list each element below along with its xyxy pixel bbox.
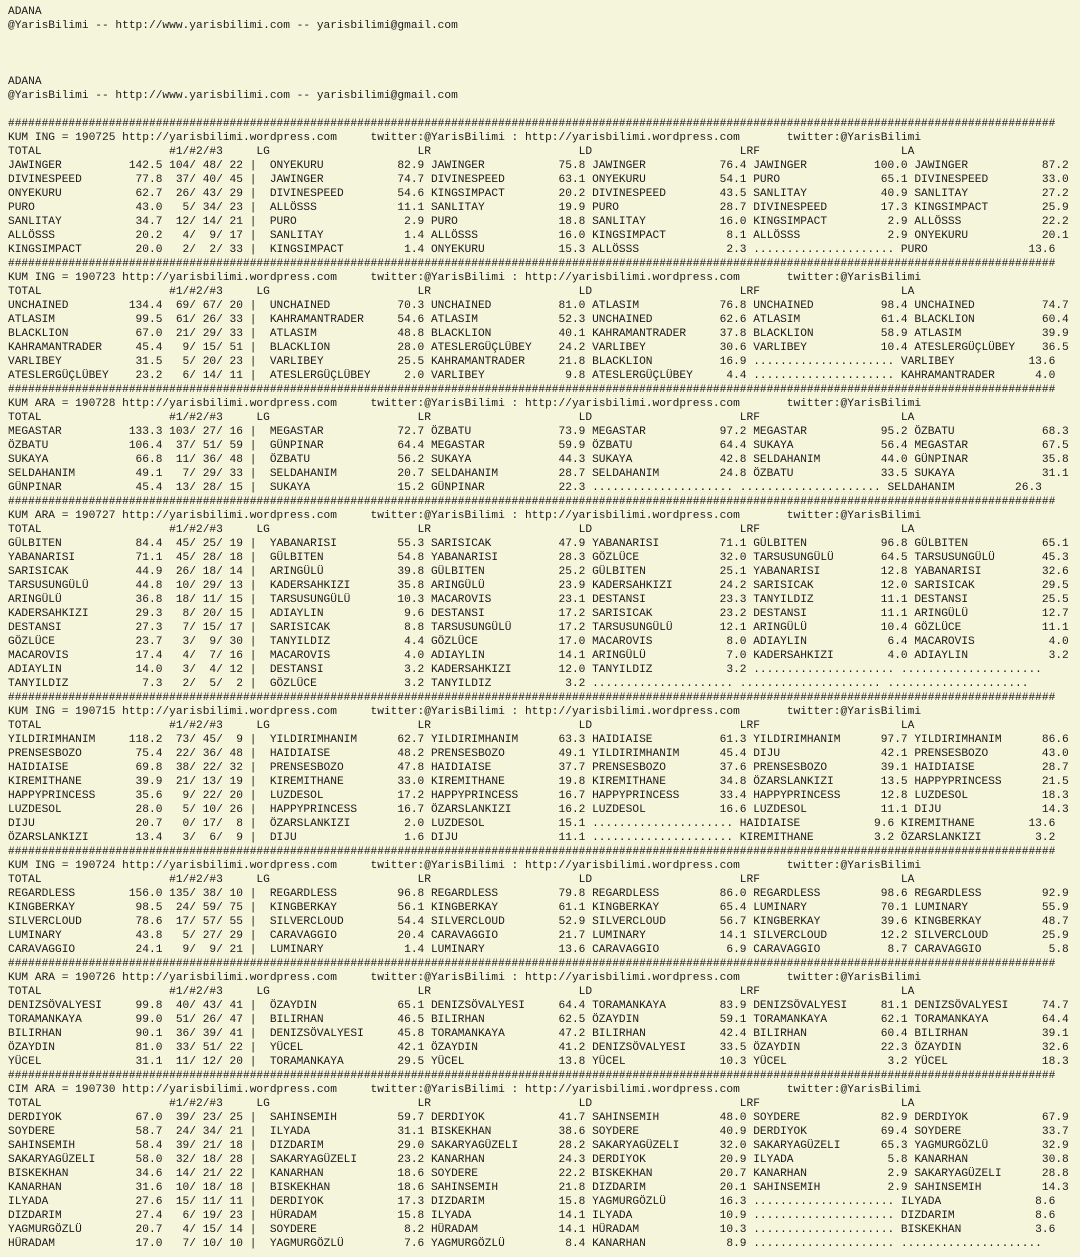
- horse-row: YAGMURGÖZLÜ 20.7 4/ 15/ 14 | SOYDERE 8.2 HÜRADAM 14.1 HÜRADAM 10.3 ..................... BISKEKHAN 3.6: [8, 1224, 1056, 1236]
- column-header-line: TOTAL #1/#2/#3 LG LR LD LRF LA: [8, 524, 915, 536]
- horse-row: DENIZSÖVALYESI 99.8 40/ 43/ 41 | ÖZAYDIN 65.1 DENIZSÖVALYESI 64.4 TORAMANKAYA 83.9 DENIZSÖVALYESI 81.1 DENIZSÖVALYESI 74.7: [8, 1000, 1069, 1012]
- horse-row: ÖZAYDIN 81.0 33/ 51/ 22 | YÜCEL 42.1 ÖZAYDIN 41.2 DENIZSÖVALYESI 33.5 ÖZAYDIN 22.3 ÖZAYDIN 32.6: [8, 1042, 1069, 1054]
- section-separator: ############################################################################################################################################################: [8, 958, 1056, 970]
- blank-line: [8, 103, 1069, 117]
- horse-row: BISKEKHAN 34.6 14/ 21/ 22 | KANARHAN 18.6 SOYDERE 22.2 BISKEKHAN 20.7 KANARHAN 2.9 SAKARYAGÜZELI 28.8: [8, 1168, 1069, 1180]
- horse-row: LUMINARY 43.8 5/ 27/ 29 | CARAVAGGIO 20.4 CARAVAGGIO 21.7 LUMINARY 14.1 SILVERCLOUD 12.2 SILVERCLOUD 25.9: [8, 930, 1069, 942]
- horse-row: SAHINSEMIH 58.4 39/ 21/ 18 | DIZDARIM 29.0 SAKARYAGÜZELI 28.2 SAKARYAGÜZELI 32.0 SAKARYAGÜZELI 65.3 YAGMURGÖZLÜ 32.9: [8, 1140, 1069, 1152]
- horse-row: JAWINGER 142.5 104/ 48/ 22 | ONYEKURU 82.9 JAWINGER 75.8 JAWINGER 76.4 JAWINGER 100.0 JAWINGER 87.2: [8, 160, 1069, 172]
- horse-row: TARSUSUNGÜLÜ 44.8 10/ 29/ 13 | KADERSAHKIZI 35.8 ARINGÜLÜ 23.9 KADERSAHKIZI 24.2 SARISICAK 12.0 SARISICAK 29.5: [8, 580, 1069, 592]
- horse-row: SAKARYAGÜZELI 58.0 32/ 18/ 28 | SAKARYAGÜZELI 23.2 KANARHAN 24.3 DERDIYOK 20.9 ILYADA 5.8 KANARHAN 30.8: [8, 1154, 1069, 1166]
- horse-row: REGARDLESS 156.0 135/ 38/ 10 | REGARDLESS 96.8 REGARDLESS 79.8 REGARDLESS 86.0 REGARDLESS 98.6 REGARDLESS 92.9: [8, 888, 1069, 900]
- horse-row: ONYEKURU 62.7 26/ 43/ 29 | DIVINESPEED 54.6 KINGSIMPACT 20.2 DIVINESPEED 43.5 SANLITAY 40.9 SANLITAY 27.2: [8, 188, 1069, 200]
- column-header-line: TOTAL #1/#2/#3 LG LR LD LRF LA: [8, 720, 915, 732]
- horse-row: SELDAHANIM 49.1 7/ 29/ 33 | SELDAHANIM 20.7 SELDAHANIM 28.7 SELDAHANIM 24.8 ÖZBATU 33.5 SUKAYA 31.1: [8, 468, 1069, 480]
- contact-line: @YarisBilimi -- http://www.yarisbilimi.com -- yarisbilimi@gmail.com: [8, 90, 458, 102]
- race-header-line: CIM ARA = 190730 http://yarisbilimi.wordpress.com twitter:@YarisBilimi : http://yarisbilimi.wordpress.com twitter:@YarisBilimi: [8, 1084, 922, 1096]
- race-header-line: KUM ING = 190724 http://yarisbilimi.wordpress.com twitter:@YarisBilimi : http://yarisbilimi.wordpress.com twitter:@YarisBilimi: [8, 860, 922, 872]
- horse-row: KANARHAN 31.6 10/ 18/ 18 | BISKEKHAN 18.6 SAHINSEMIH 21.8 DIZDARIM 20.1 SAHINSEMIH 2.9 SAHINSEMIH 14.3: [8, 1182, 1069, 1194]
- horse-row: ILYADA 27.6 15/ 11/ 11 | DERDIYOK 17.3 DIZDARIM 15.8 YAGMURGÖZLÜ 16.3 ..................... ILYADA 8.6: [8, 1196, 1056, 1208]
- section-separator: ############################################################################################################################################################: [8, 118, 1056, 130]
- horse-row: MEGASTAR 133.3 103/ 27/ 16 | MEGASTAR 72.7 ÖZBATU 73.9 MEGASTAR 97.2 MEGASTAR 95.2 ÖZBATU 68.3: [8, 426, 1069, 438]
- blank-line: [8, 47, 1069, 61]
- city-title: ADANA: [8, 76, 42, 88]
- section-separator: ############################################################################################################################################################: [8, 1070, 1056, 1082]
- column-header-line: TOTAL #1/#2/#3 LG LR LD LRF LA: [8, 412, 915, 424]
- race-header-line: KUM ING = 190723 http://yarisbilimi.wordpress.com twitter:@YarisBilimi : http://yarisbilimi.wordpress.com twitter:@YarisBilimi: [8, 272, 922, 284]
- race-header-line: KUM ARA = 190728 http://yarisbilimi.wordpress.com twitter:@YarisBilimi : http://yarisbilimi.wordpress.com twitter:@YarisBilimi: [8, 398, 922, 410]
- horse-row: SOYDERE 58.7 24/ 34/ 21 | ILYADA 31.1 BISKEKHAN 38.6 SOYDERE 40.9 DERDIYOK 69.4 SOYDERE 33.7: [8, 1126, 1069, 1138]
- horse-row: ATLASIM 99.5 61/ 26/ 33 | KAHRAMANTRADER 54.6 ATLASIM 52.3 UNCHAINED 62.6 ATLASIM 61.4 BLACKLION 60.4: [8, 314, 1069, 326]
- horse-row: ÖZARSLANKIZI 13.4 3/ 6/ 9 | DIJU 1.6 DIJU 11.1 ..................... KIREMITHANE 3.2 ÖZARSLANKIZI 3.2: [8, 832, 1056, 844]
- horse-row: PURO 43.0 5/ 34/ 23 | ALLÖSSS 11.1 SANLITAY 19.9 PURO 28.7 DIVINESPEED 17.3 KINGSIMPACT 25.9: [8, 202, 1069, 214]
- section-separator: ############################################################################################################################################################: [8, 384, 1056, 396]
- horse-row: UNCHAINED 134.4 69/ 67/ 20 | UNCHAINED 70.3 UNCHAINED 81.0 ATLASIM 76.8 UNCHAINED 98.4 UNCHAINED 74.7: [8, 300, 1069, 312]
- section-separator: ############################################################################################################################################################: [8, 846, 1056, 858]
- horse-row: BILIRHAN 90.1 36/ 39/ 41 | DENIZSÖVALYESI 45.8 TORAMANKAYA 47.2 BILIRHAN 42.4 BILIRHAN 60.4 BILIRHAN 39.1: [8, 1028, 1069, 1040]
- horse-row: GÜLBITEN 84.4 45/ 25/ 19 | YABANARISI 55.3 SARISICAK 47.9 YABANARISI 71.1 GÜLBITEN 96.8 GÜLBITEN 65.1: [8, 538, 1069, 550]
- section-separator: ############################################################################################################################################################: [8, 258, 1056, 270]
- horse-row: KADERSAHKIZI 29.3 8/ 20/ 15 | ADIAYLIN 9.6 DESTANSI 17.2 SARISICAK 23.2 DESTANSI 11.1 ARINGÜLÜ 12.7: [8, 608, 1069, 620]
- horse-row: DERDIYOK 67.0 39/ 23/ 25 | SAHINSEMIH 59.7 DERDIYOK 41.7 SAHINSEMIH 48.0 SOYDERE 82.9 DERDIYOK 67.9: [8, 1112, 1069, 1124]
- column-header-line: TOTAL #1/#2/#3 LG LR LD LRF LA: [8, 146, 915, 158]
- horse-row: DESTANSI 27.3 7/ 15/ 17 | SARISICAK 8.8 TARSUSUNGÜLÜ 17.2 TARSUSUNGÜLÜ 12.1 ARINGÜLÜ 10.4 GÖZLÜCE 11.1: [8, 622, 1069, 634]
- column-header-line: TOTAL #1/#2/#3 LG LR LD LRF LA: [8, 1098, 915, 1110]
- horse-row: TANYILDIZ 7.3 2/ 5/ 2 | GÖZLÜCE 3.2 TANYILDIZ 3.2 ..................... ..................... .....................: [8, 678, 1029, 690]
- column-header-line: TOTAL #1/#2/#3 LG LR LD LRF LA: [8, 986, 915, 998]
- horse-row: YABANARISI 71.1 45/ 28/ 18 | GÜLBITEN 54.8 YABANARISI 28.3 GÖZLÜCE 32.0 TARSUSUNGÜLÜ 64.5 TARSUSUNGÜLÜ 45.3: [8, 552, 1069, 564]
- blank-line: [8, 33, 1069, 47]
- horse-row: KINGSIMPACT 20.0 2/ 2/ 33 | KINGSIMPACT 1.4 ONYEKURU 15.3 ALLÖSSS 2.3 ..................... PURO 13.6: [8, 244, 1056, 256]
- race-header-line: KUM ARA = 190726 http://yarisbilimi.wordpress.com twitter:@YarisBilimi : http://yarisbilimi.wordpress.com twitter:@YarisBilimi: [8, 972, 922, 984]
- horse-row: HAPPYPRINCESS 35.6 9/ 22/ 20 | LUZDESOL 17.2 HAPPYPRINCESS 16.7 HAPPYPRINCESS 33.4 HAPPYPRINCESS 12.8 LUZDESOL 18.3: [8, 790, 1069, 802]
- column-header-line: TOTAL #1/#2/#3 LG LR LD LRF LA: [8, 874, 915, 886]
- section-separator: ############################################################################################################################################################: [8, 692, 1056, 704]
- race-report-document: [8, 5, 1069, 1251]
- horse-row: HAIDIAISE 69.8 38/ 22/ 32 | PRENSESBOZO 47.8 HAIDIAISE 37.7 PRENSESBOZO 37.6 PRENSESBOZO 39.1 HAIDIAISE 28.7: [8, 762, 1069, 774]
- column-header-line: TOTAL #1/#2/#3 LG LR LD LRF LA: [8, 286, 915, 298]
- horse-row: HÜRADAM 17.0 7/ 10/ 10 | YAGMURGÖZLÜ 7.6 YAGMURGÖZLÜ 8.4 KANARHAN 8.9 ..................... .....................: [8, 1238, 1042, 1250]
- horse-row: YÜCEL 31.1 11/ 12/ 20 | TORAMANKAYA 29.5 YÜCEL 13.8 YÜCEL 10.3 YÜCEL 3.2 YÜCEL 18.3: [8, 1056, 1069, 1068]
- horse-row: YILDIRIMHANIM 118.2 73/ 45/ 9 | YILDIRIMHANIM 62.7 YILDIRIMHANIM 63.3 HAIDIAISE 61.3 YILDIRIMHANIM 97.7 YILDIRIMHANIM 86.6: [8, 734, 1069, 746]
- contact-line: @YarisBilimi -- http://www.yarisbilimi.com -- yarisbilimi@gmail.com: [8, 20, 458, 32]
- horse-row: SILVERCLOUD 78.6 17/ 57/ 55 | SILVERCLOUD 54.4 SILVERCLOUD 52.9 SILVERCLOUD 56.7 KINGBERKAY 39.6 KINGBERKAY 48.7: [8, 916, 1069, 928]
- horse-row: ÖZBATU 106.4 37/ 51/ 59 | GÜNPINAR 64.4 MEGASTAR 59.9 ÖZBATU 64.4 SUKAYA 56.4 MEGASTAR 67.5: [8, 440, 1069, 452]
- horse-row: ARINGÜLÜ 36.8 18/ 11/ 15 | TARSUSUNGÜLÜ 10.3 MACAROVIS 23.1 DESTANSI 23.3 TANYILDIZ 11.1 DESTANSI 25.5: [8, 594, 1069, 606]
- horse-row: MACAROVIS 17.4 4/ 7/ 16 | MACAROVIS 4.0 ADIAYLIN 14.1 ARINGÜLÜ 7.0 KADERSAHKIZI 4.0 ADIAYLIN 3.2: [8, 650, 1069, 662]
- horse-row: ATESLERGÜÇLÜBEY 23.2 6/ 14/ 11 | ATESLERGÜÇLÜBEY 2.0 VARLIBEY 9.8 ATESLERGÜÇLÜBEY 4.4 ..................... KAHRAMANTRADER 4.0: [8, 370, 1056, 382]
- horse-row: GÜNPINAR 45.4 13/ 28/ 15 | SUKAYA 15.2 GÜNPINAR 22.3 ..................... ..................... SELDAHANIM 26.3: [8, 482, 1042, 494]
- horse-row: DIVINESPEED 77.8 37/ 40/ 45 | JAWINGER 74.7 DIVINESPEED 63.1 ONYEKURU 54.1 PURO 65.1 DIVINESPEED 33.0: [8, 174, 1069, 186]
- city-title: ADANA: [8, 6, 42, 18]
- horse-row: DIJU 20.7 0/ 17/ 8 | ÖZARSLANKIZI 2.0 LUZDESOL 15.1 ..................... HAIDIAISE 9.6 KIREMITHANE 13.6: [8, 818, 1056, 830]
- horse-row: KINGBERKAY 98.5 24/ 59/ 75 | KINGBERKAY 56.1 KINGBERKAY 61.1 KINGBERKAY 65.4 LUMINARY 70.1 LUMINARY 55.9: [8, 902, 1069, 914]
- horse-row: DIZDARIM 27.4 6/ 19/ 23 | HÜRADAM 15.8 ILYADA 14.1 ILYADA 10.9 ..................... DIZDARIM 8.6: [8, 1210, 1056, 1222]
- horse-row: BLACKLION 67.0 21/ 29/ 33 | ATLASIM 48.8 BLACKLION 40.1 KAHRAMANTRADER 37.8 BLACKLION 58.9 ATLASIM 39.9: [8, 328, 1069, 340]
- horse-row: TORAMANKAYA 99.0 51/ 26/ 47 | BILIRHAN 46.5 BILIRHAN 62.5 ÖZAYDIN 59.1 TORAMANKAYA 62.1 TORAMANKAYA 64.4: [8, 1014, 1069, 1026]
- horse-row: KIREMITHANE 39.9 21/ 13/ 19 | KIREMITHANE 33.0 KIREMITHANE 19.8 KIREMITHANE 34.8 ÖZARSLANKIZI 13.5 HAPPYPRINCESS 21.5: [8, 776, 1069, 788]
- horse-row: VARLIBEY 31.5 5/ 20/ 23 | VARLIBEY 25.5 KAHRAMANTRADER 21.8 BLACKLION 16.9 ..................... VARLIBEY 13.6: [8, 356, 1056, 368]
- horse-row: CARAVAGGIO 24.1 9/ 9/ 21 | LUMINARY 1.4 LUMINARY 13.6 CARAVAGGIO 6.9 CARAVAGGIO 8.7 CARAVAGGIO 5.8: [8, 944, 1069, 956]
- horse-row: ALLÖSSS 20.2 4/ 9/ 17 | SANLITAY 1.4 ALLÖSSS 16.0 KINGSIMPACT 8.1 ALLÖSSS 2.9 ONYEKURU 20.1: [8, 230, 1069, 242]
- horse-row: LUZDESOL 28.0 5/ 10/ 26 | HAPPYPRINCESS 16.7 ÖZARSLANKIZI 16.2 LUZDESOL 16.6 LUZDESOL 11.1 DIJU 14.3: [8, 804, 1069, 816]
- horse-row: SANLITAY 34.7 12/ 14/ 21 | PURO 2.9 PURO 18.8 SANLITAY 16.0 KINGSIMPACT 2.9 ALLÖSSS 22.2: [8, 216, 1069, 228]
- horse-row: ADIAYLIN 14.0 3/ 4/ 12 | DESTANSI 3.2 KADERSAHKIZI 12.0 TANYILDIZ 3.2 ..................... .....................: [8, 664, 1042, 676]
- section-separator: ############################################################################################################################################################: [8, 496, 1056, 508]
- race-header-line: KUM ING = 190725 http://yarisbilimi.wordpress.com twitter:@YarisBilimi : http://yarisbilimi.wordpress.com twitter:@YarisBilimi: [8, 132, 922, 144]
- horse-row: SUKAYA 66.8 11/ 36/ 48 | ÖZBATU 56.2 SUKAYA 44.3 SUKAYA 42.8 SELDAHANIM 44.0 GÜNPINAR 35.8: [8, 454, 1069, 466]
- horse-row: GÖZLÜCE 23.7 3/ 9/ 30 | TANYILDIZ 4.4 GÖZLÜCE 17.0 MACAROVIS 8.0 ADIAYLIN 6.4 MACAROVIS 4.0: [8, 636, 1069, 648]
- blank-line: [8, 61, 1069, 75]
- race-header-line: KUM ING = 190715 http://yarisbilimi.wordpress.com twitter:@YarisBilimi : http://yarisbilimi.wordpress.com twitter:@YarisBilimi: [8, 706, 922, 718]
- horse-row: PRENSESBOZO 75.4 22/ 36/ 48 | HAIDIAISE 48.2 PRENSESBOZO 49.1 YILDIRIMHANIM 45.4 DIJU 42.1 PRENSESBOZO 43.0: [8, 748, 1069, 760]
- horse-row: SARISICAK 44.9 26/ 18/ 14 | ARINGÜLÜ 39.8 GÜLBITEN 25.2 GÜLBITEN 25.1 YABANARISI 12.8 YABANARISI 32.6: [8, 566, 1069, 578]
- horse-row: KAHRAMANTRADER 45.4 9/ 15/ 51 | BLACKLION 28.0 ATESLERGÜÇLÜBEY 24.2 VARLIBEY 30.6 VARLIBEY 10.4 ATESLERGÜÇLÜBEY 36.5: [8, 342, 1069, 354]
- race-header-line: KUM ARA = 190727 http://yarisbilimi.wordpress.com twitter:@YarisBilimi : http://yarisbilimi.wordpress.com twitter:@YarisBilimi: [8, 510, 922, 522]
